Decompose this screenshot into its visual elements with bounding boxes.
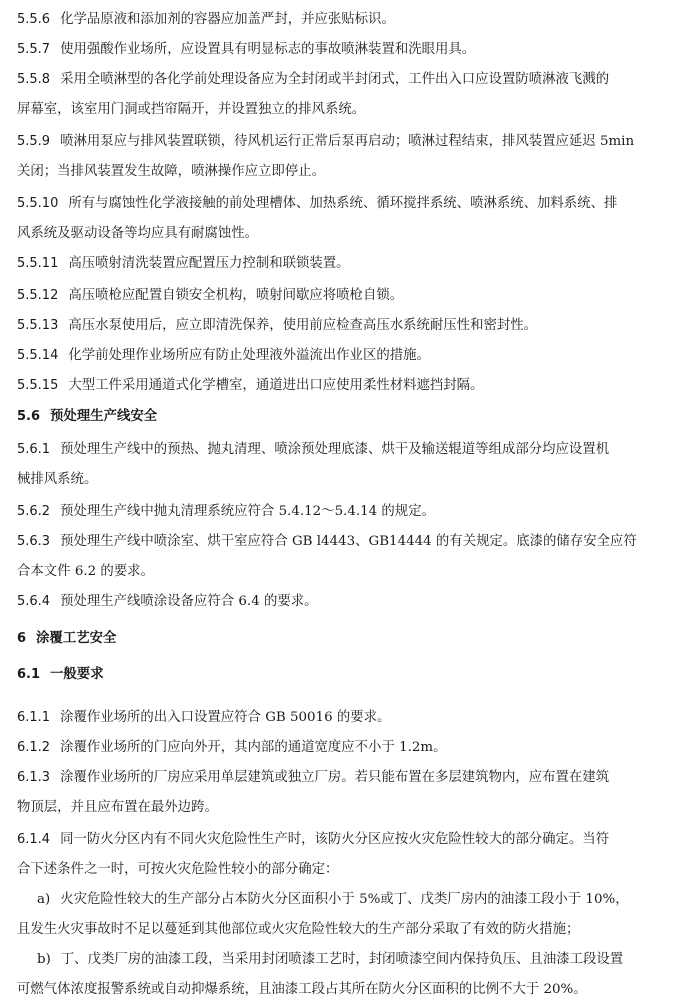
clause-line-a- bbox=[37, 890, 699, 910]
clause-number: 5.5.11 bbox=[17, 256, 59, 271]
clause-text: 合下述条件之一时，可按火灾危险性较小的部分确定： bbox=[17, 862, 339, 877]
clause-text: 化学品原液和添加剂的容器应加盖严封，并应张贴标识。 bbox=[60, 12, 395, 27]
clause-line-6-1 bbox=[17, 664, 687, 685]
clause-text: 合本文件 6.2 的要求。 bbox=[17, 564, 154, 579]
clause-line-6 bbox=[17, 628, 687, 649]
clause-continuation bbox=[17, 100, 687, 120]
clause-number: 5.6.3 bbox=[17, 534, 51, 549]
clause-line-5-6-1 bbox=[17, 440, 687, 460]
clause-continuation bbox=[17, 798, 687, 818]
clause-text: 同一防火分区内有不同火灾危险性生产时，该防火分区应按火灾危险性较大的部分确定。当符 bbox=[60, 832, 610, 847]
clause-number: 6.1.4 bbox=[17, 832, 51, 847]
clause-number: 5.5.9 bbox=[17, 134, 51, 149]
clause-text: 使用强酸作业场所，应设置具有明显标志的事故喷淋装置和洗眼用具。 bbox=[60, 42, 476, 57]
clause-line-5-6-2 bbox=[17, 502, 687, 522]
clause-text: 屏幕室，该室用门洞或挡帘隔开，并设置独立的排风系统。 bbox=[17, 102, 366, 117]
clause-line-5-5-6 bbox=[17, 10, 687, 30]
clause-line-6-1-2 bbox=[17, 738, 687, 758]
clause-line-5-5-10 bbox=[17, 194, 687, 214]
clause-line-5-6 bbox=[17, 406, 687, 427]
clause-number: 5.5.14 bbox=[17, 348, 59, 363]
clause-line-6-1-1 bbox=[17, 708, 687, 728]
clause-number: 5.6 bbox=[17, 409, 41, 424]
clause-text: 预处理生产线中的预热、抛丸清理、喷涂预处理底漆、烘干及输送辊道等组成部分均应设置机 bbox=[60, 442, 610, 457]
clause-text: 喷淋用泵应与排风装置联锁，待风机运行正常后泵再启动；喷淋过程结束，排风装置应延迟 5min bbox=[60, 134, 635, 149]
clause-text: 预处理生产线中抛丸清理系统应符合 5.4.12～5.4.14 的规定。 bbox=[60, 504, 435, 519]
clause-line-5-6-3 bbox=[17, 532, 687, 552]
clause-number: 6 bbox=[17, 631, 27, 646]
clause-number: 5.5.15 bbox=[17, 378, 59, 393]
clause-text: 火灾危险性较大的生产部分占本防火分区面积小于 5%或丁、戊类厂房内的油漆工段小于 10%， bbox=[60, 892, 629, 907]
clause-text: 涂覆作业场所的出入口设置应符合 GB 50016 的要求。 bbox=[60, 710, 391, 725]
clause-text: 且发生火灾事故时不足以蔓延到其他部位或火灾危险性较大的生产部分采取了有效的防火措施； bbox=[17, 922, 580, 937]
clause-line-5-5-15 bbox=[17, 376, 687, 396]
clause-line-5-5-12 bbox=[17, 286, 687, 306]
clause-number: 6.1.1 bbox=[17, 710, 51, 725]
clause-continuation bbox=[17, 470, 687, 490]
clause-text: 高压喷枪应配置自锁安全机构，喷射间歇应将喷枪自锁。 bbox=[68, 288, 404, 303]
clause-text: 高压喷射清洗装置应配置压力控制和联锁装置。 bbox=[68, 256, 350, 271]
clause-text: 风系统及驱动设备等均应具有耐腐蚀性。 bbox=[17, 226, 259, 241]
clause-continuation bbox=[17, 562, 687, 582]
clause-line-5-5-9 bbox=[17, 132, 687, 152]
clause-number: 5.6.2 bbox=[17, 504, 51, 519]
clause-text: 化学前处理作业场所应有防止处理液外溢流出作业区的措施。 bbox=[68, 348, 430, 363]
clause-text: 涂覆工艺安全 bbox=[36, 630, 117, 646]
clause-line-6-1-3 bbox=[17, 768, 687, 788]
clause-text: 可燃气体浓度报警系统或自动抑爆系统，且油漆工段占其所在防火分区面积的比例不大于 20%。 bbox=[17, 982, 587, 997]
clause-text: 一般要求 bbox=[50, 666, 104, 682]
clause-line-5-5-7 bbox=[17, 40, 687, 60]
clause-text: 物顶层，并且应布置在最外边跨。 bbox=[17, 800, 218, 815]
clause-number: 5.6.1 bbox=[17, 442, 51, 457]
clause-text: 关闭；当排风装置发生故障，喷淋操作应立即停止。 bbox=[17, 164, 325, 179]
clause-number: 5.5.8 bbox=[17, 72, 51, 87]
clause-line-5-5-11 bbox=[17, 254, 687, 274]
clause-text: 涂覆作业场所的门应向外开，其内部的通道宽度应不小于 1.2m。 bbox=[60, 740, 447, 755]
clause-line-5-5-8 bbox=[17, 70, 687, 90]
clause-continuation bbox=[17, 920, 687, 940]
clause-text: 采用全喷淋型的各化学前处理设备应为全封闭或半封闭式，工件出入口应设置防喷淋液飞溅的 bbox=[60, 72, 610, 87]
clause-number: 5.5.10 bbox=[17, 196, 59, 211]
clause-number: 5.5.6 bbox=[17, 12, 51, 27]
clause-number: a) bbox=[37, 892, 51, 907]
clause-number: 6.1 bbox=[17, 667, 41, 682]
clause-text: 高压水泵使用后，应立即清洗保养，使用前应检查高压水系统耐压性和密封性。 bbox=[68, 318, 538, 333]
clause-line-5-5-13 bbox=[17, 316, 687, 336]
clause-number: 5.6.4 bbox=[17, 594, 51, 609]
clause-continuation bbox=[17, 224, 687, 244]
clause-number: 5.5.7 bbox=[17, 42, 51, 57]
clause-continuation bbox=[17, 162, 687, 182]
clause-text: 所有与腐蚀性化学液接触的前处理槽体、加热系统、循环搅拌系统、喷淋系统、加料系统、排 bbox=[68, 196, 618, 211]
clause-text: 丁、戊类厂房的油漆工段，当采用封闭喷漆工艺时，封闭喷漆空间内保持负压、且油漆工段设置 bbox=[60, 952, 624, 967]
clause-continuation bbox=[17, 860, 687, 880]
clause-text: 涂覆作业场所的厂房应采用单层建筑或独立厂房。若只能布置在多层建筑物内，应布置在建筑 bbox=[60, 770, 610, 785]
clause-line-5-6-4 bbox=[17, 592, 687, 612]
clause-continuation bbox=[17, 980, 687, 1000]
clause-line-5-5-14 bbox=[17, 346, 687, 366]
clause-text: 械排风系统。 bbox=[17, 472, 98, 487]
clause-number: 5.5.12 bbox=[17, 288, 59, 303]
clause-text: 大型工件采用通道式化学槽室，通道进出口应使用柔性材料遮挡封隔。 bbox=[68, 378, 484, 393]
clause-line-6-1-4 bbox=[17, 830, 687, 850]
clause-number: 6.1.2 bbox=[17, 740, 51, 755]
clause-line-b- bbox=[37, 950, 699, 970]
clause-number: 6.1.3 bbox=[17, 770, 51, 785]
clause-number: b) bbox=[37, 952, 51, 967]
clause-number: 5.5.13 bbox=[17, 318, 59, 333]
clause-text: 预处理生产线安全 bbox=[50, 408, 158, 424]
clause-text: 预处理生产线中喷涂室、烘干室应符合 GB l4443、GB14444 的有关规定。底漆的储存安全应符 bbox=[60, 534, 637, 549]
clause-text: 预处理生产线喷涂设备应符合 6.4 的要求。 bbox=[60, 594, 318, 609]
